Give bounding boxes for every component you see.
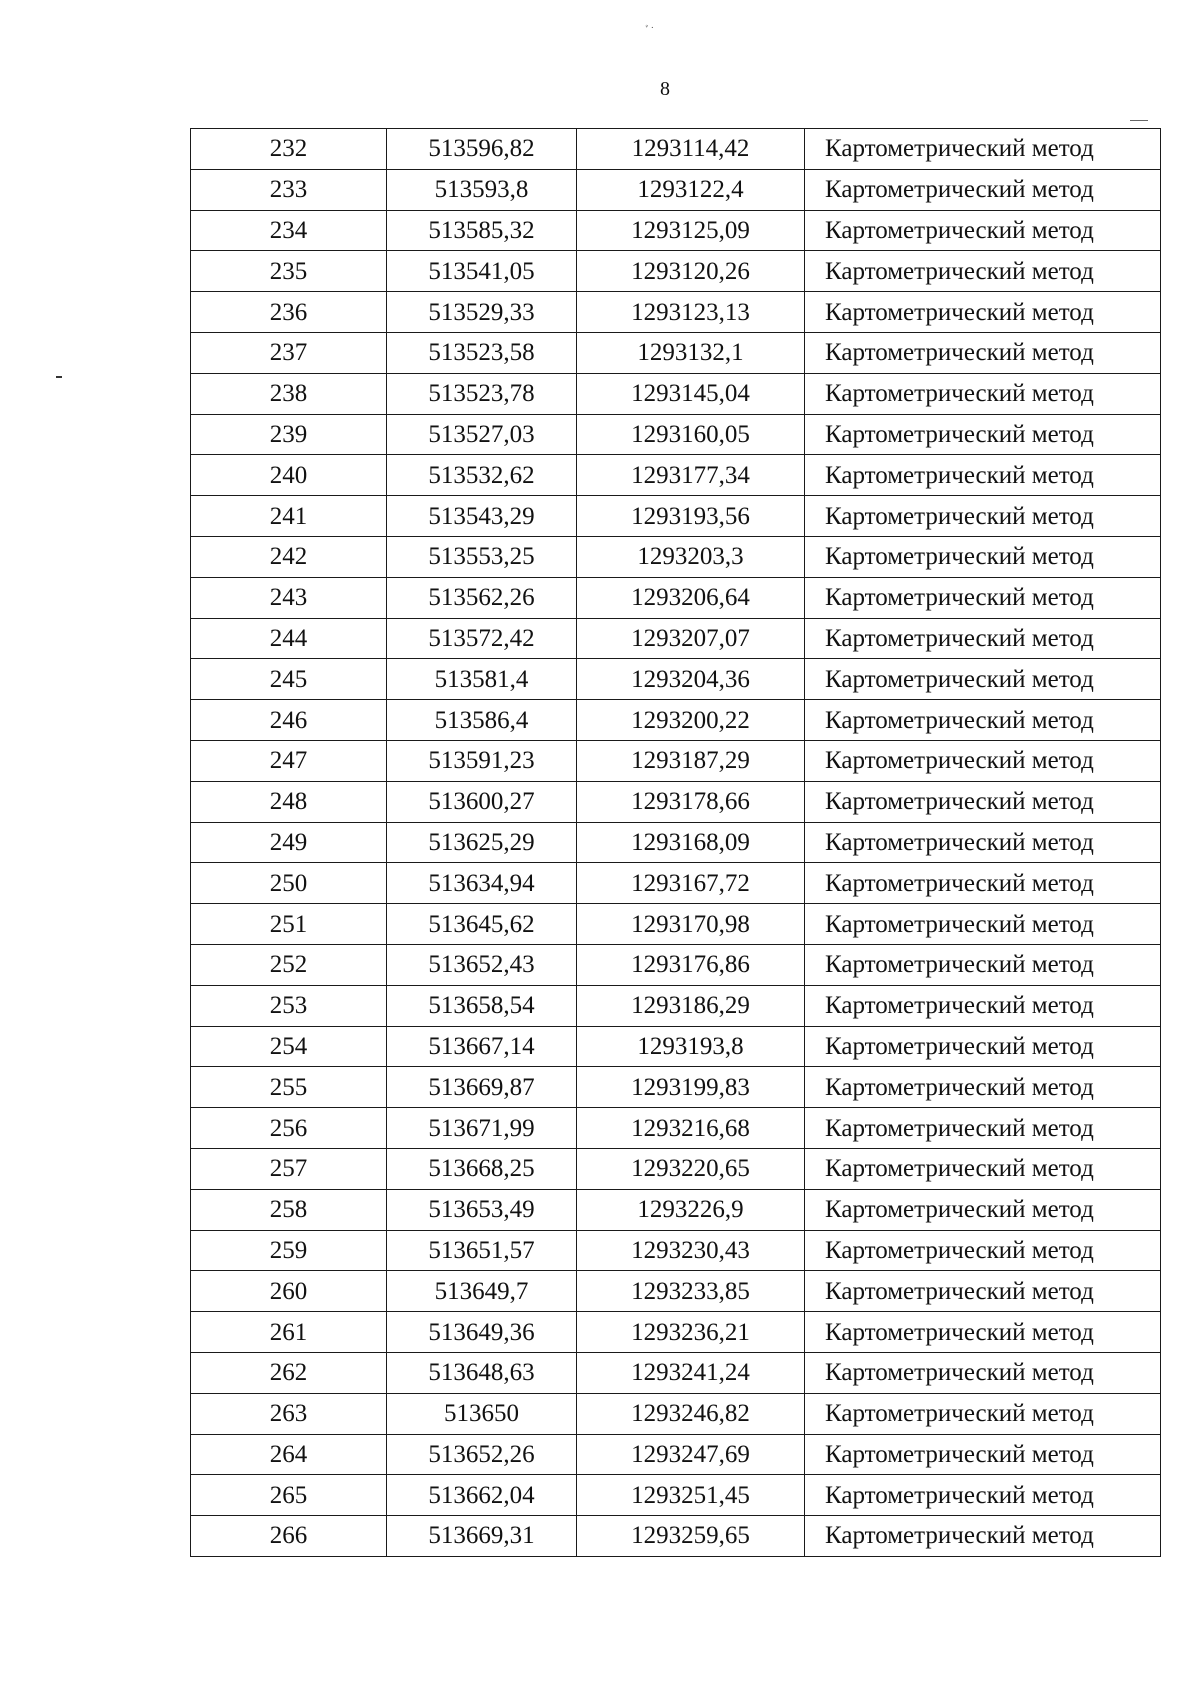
x-coordinate-cell: 513625,29: [387, 822, 577, 863]
x-coordinate-cell: 513648,63: [387, 1352, 577, 1393]
y-coordinate-cell: 1293259,65: [577, 1516, 805, 1557]
point-number-cell: 247: [191, 740, 387, 781]
page-number: 8: [660, 78, 670, 100]
y-coordinate-cell: 1293160,05: [577, 414, 805, 455]
x-coordinate-cell: 513649,36: [387, 1312, 577, 1353]
method-cell: Картометрический метод: [805, 1230, 1161, 1271]
table-row: [191, 1475, 1161, 1516]
y-coordinate-cell: 1293236,21: [577, 1312, 805, 1353]
y-coordinate-cell: 1293123,13: [577, 292, 805, 333]
point-number-cell: 241: [191, 496, 387, 537]
x-coordinate-cell: 513523,58: [387, 332, 577, 373]
method-cell: Картометрический метод: [805, 863, 1161, 904]
point-number-cell: 237: [191, 332, 387, 373]
table-row: [191, 496, 1161, 537]
table-row: [191, 292, 1161, 333]
method-cell: Картометрический метод: [805, 1271, 1161, 1312]
y-coordinate-cell: 1293168,09: [577, 822, 805, 863]
point-number-cell: 263: [191, 1393, 387, 1434]
x-coordinate-cell: 513541,05: [387, 251, 577, 292]
y-coordinate-cell: 1293204,36: [577, 659, 805, 700]
point-number-cell: 238: [191, 373, 387, 414]
table-row: [191, 904, 1161, 945]
table-row: [191, 1516, 1161, 1557]
point-number-cell: 255: [191, 1067, 387, 1108]
table-row: [191, 251, 1161, 292]
point-number-cell: 257: [191, 1148, 387, 1189]
table-row: [191, 1189, 1161, 1230]
y-coordinate-cell: 1293247,69: [577, 1434, 805, 1475]
method-cell: Картометрический метод: [805, 740, 1161, 781]
method-cell: Картометрический метод: [805, 332, 1161, 373]
method-cell: Картометрический метод: [805, 210, 1161, 251]
method-cell: Картометрический метод: [805, 1189, 1161, 1230]
table-row: [191, 1434, 1161, 1475]
table-row: [191, 455, 1161, 496]
x-coordinate-cell: 513671,99: [387, 1108, 577, 1149]
y-coordinate-cell: 1293120,26: [577, 251, 805, 292]
point-number-cell: 249: [191, 822, 387, 863]
table-row: [191, 1108, 1161, 1149]
method-cell: Картометрический метод: [805, 700, 1161, 741]
y-coordinate-cell: 1293125,09: [577, 210, 805, 251]
table-row: [191, 740, 1161, 781]
point-number-cell: 246: [191, 700, 387, 741]
point-number-cell: 233: [191, 169, 387, 210]
x-coordinate-cell: 513669,87: [387, 1067, 577, 1108]
table-row: [191, 618, 1161, 659]
method-cell: Картометрический метод: [805, 985, 1161, 1026]
method-cell: Картометрический метод: [805, 1434, 1161, 1475]
method-cell: Картометрический метод: [805, 904, 1161, 945]
method-cell: Картометрический метод: [805, 169, 1161, 210]
table-row: [191, 659, 1161, 700]
point-number-cell: 235: [191, 251, 387, 292]
table-row: [191, 332, 1161, 373]
y-coordinate-cell: 1293186,29: [577, 985, 805, 1026]
x-coordinate-cell: 513668,25: [387, 1148, 577, 1189]
method-cell: Картометрический метод: [805, 618, 1161, 659]
scan-artifact-dash: [1130, 120, 1148, 121]
y-coordinate-cell: 1293246,82: [577, 1393, 805, 1434]
y-coordinate-cell: 1293145,04: [577, 373, 805, 414]
x-coordinate-cell: 513591,23: [387, 740, 577, 781]
method-cell: Картометрический метод: [805, 129, 1161, 170]
y-coordinate-cell: 1293220,65: [577, 1148, 805, 1189]
x-coordinate-cell: 513662,04: [387, 1475, 577, 1516]
point-number-cell: 243: [191, 577, 387, 618]
method-cell: Картометрический метод: [805, 1312, 1161, 1353]
method-cell: Картометрический метод: [805, 1148, 1161, 1189]
table-row: [191, 700, 1161, 741]
method-cell: Картометрический метод: [805, 1108, 1161, 1149]
table-row: [191, 169, 1161, 210]
y-coordinate-cell: 1293241,24: [577, 1352, 805, 1393]
table-row: [191, 536, 1161, 577]
y-coordinate-cell: 1293233,85: [577, 1271, 805, 1312]
y-coordinate-cell: 1293114,42: [577, 129, 805, 170]
point-number-cell: 248: [191, 781, 387, 822]
method-cell: Картометрический метод: [805, 414, 1161, 455]
point-number-cell: 232: [191, 129, 387, 170]
point-number-cell: 264: [191, 1434, 387, 1475]
table-row: [191, 373, 1161, 414]
point-number-cell: 245: [191, 659, 387, 700]
method-cell: Картометрический метод: [805, 1067, 1161, 1108]
method-cell: Картометрический метод: [805, 292, 1161, 333]
table-row: [191, 210, 1161, 251]
y-coordinate-cell: 1293206,64: [577, 577, 805, 618]
y-coordinate-cell: 1293251,45: [577, 1475, 805, 1516]
method-cell: Картометрический метод: [805, 822, 1161, 863]
y-coordinate-cell: 1293176,86: [577, 944, 805, 985]
point-number-cell: 252: [191, 944, 387, 985]
method-cell: Картометрический метод: [805, 1475, 1161, 1516]
y-coordinate-cell: 1293230,43: [577, 1230, 805, 1271]
point-number-cell: 260: [191, 1271, 387, 1312]
point-number-cell: 258: [191, 1189, 387, 1230]
x-coordinate-cell: 513543,29: [387, 496, 577, 537]
table-row: [191, 863, 1161, 904]
y-coordinate-cell: 1293193,8: [577, 1026, 805, 1067]
x-coordinate-cell: 513523,78: [387, 373, 577, 414]
scan-artifact-side-dash: [56, 376, 62, 378]
method-cell: Картометрический метод: [805, 781, 1161, 822]
method-cell: Картометрический метод: [805, 251, 1161, 292]
method-cell: Картометрический метод: [805, 373, 1161, 414]
method-cell: Картометрический метод: [805, 455, 1161, 496]
method-cell: Картометрический метод: [805, 659, 1161, 700]
x-coordinate-cell: 513667,14: [387, 1026, 577, 1067]
x-coordinate-cell: 513634,94: [387, 863, 577, 904]
point-number-cell: 256: [191, 1108, 387, 1149]
y-coordinate-cell: 1293178,66: [577, 781, 805, 822]
y-coordinate-cell: 1293170,98: [577, 904, 805, 945]
point-number-cell: 239: [191, 414, 387, 455]
y-coordinate-cell: 1293167,72: [577, 863, 805, 904]
x-coordinate-cell: 513527,03: [387, 414, 577, 455]
x-coordinate-cell: 513586,4: [387, 700, 577, 741]
point-number-cell: 254: [191, 1026, 387, 1067]
point-number-cell: 261: [191, 1312, 387, 1353]
x-coordinate-cell: 513532,62: [387, 455, 577, 496]
method-cell: Картометрический метод: [805, 536, 1161, 577]
y-coordinate-cell: 1293203,3: [577, 536, 805, 577]
table-row: [191, 1312, 1161, 1353]
x-coordinate-cell: 513658,54: [387, 985, 577, 1026]
table-row: [191, 822, 1161, 863]
method-cell: Картометрический метод: [805, 944, 1161, 985]
x-coordinate-cell: 513653,49: [387, 1189, 577, 1230]
scan-artifact-mark: ﾞ˙: [645, 25, 655, 37]
y-coordinate-cell: 1293200,22: [577, 700, 805, 741]
x-coordinate-cell: 513650: [387, 1393, 577, 1434]
coordinates-table-body: [191, 129, 1161, 1557]
coordinates-table: [190, 128, 1161, 1557]
table-row: [191, 577, 1161, 618]
y-coordinate-cell: 1293187,29: [577, 740, 805, 781]
point-number-cell: 236: [191, 292, 387, 333]
point-number-cell: 240: [191, 455, 387, 496]
point-number-cell: 250: [191, 863, 387, 904]
table-row: [191, 1026, 1161, 1067]
table-row: [191, 1148, 1161, 1189]
method-cell: Картометрический метод: [805, 1026, 1161, 1067]
table-row: [191, 1352, 1161, 1393]
table-row: [191, 1393, 1161, 1434]
method-cell: Картометрический метод: [805, 1516, 1161, 1557]
table-row: [191, 944, 1161, 985]
x-coordinate-cell: 513529,33: [387, 292, 577, 333]
x-coordinate-cell: 513645,62: [387, 904, 577, 945]
method-cell: Картометрический метод: [805, 1352, 1161, 1393]
table-row: [191, 1271, 1161, 1312]
x-coordinate-cell: 513572,42: [387, 618, 577, 659]
x-coordinate-cell: 513581,4: [387, 659, 577, 700]
x-coordinate-cell: 513651,57: [387, 1230, 577, 1271]
x-coordinate-cell: 513669,31: [387, 1516, 577, 1557]
point-number-cell: 253: [191, 985, 387, 1026]
x-coordinate-cell: 513593,8: [387, 169, 577, 210]
y-coordinate-cell: 1293132,1: [577, 332, 805, 373]
point-number-cell: 234: [191, 210, 387, 251]
table-row: [191, 985, 1161, 1026]
y-coordinate-cell: 1293207,07: [577, 618, 805, 659]
x-coordinate-cell: 513649,7: [387, 1271, 577, 1312]
x-coordinate-cell: 513553,25: [387, 536, 577, 577]
y-coordinate-cell: 1293226,9: [577, 1189, 805, 1230]
method-cell: Картометрический метод: [805, 577, 1161, 618]
point-number-cell: 259: [191, 1230, 387, 1271]
point-number-cell: 262: [191, 1352, 387, 1393]
point-number-cell: 265: [191, 1475, 387, 1516]
x-coordinate-cell: 513562,26: [387, 577, 577, 618]
table-row: [191, 129, 1161, 170]
y-coordinate-cell: 1293177,34: [577, 455, 805, 496]
table-row: [191, 1230, 1161, 1271]
x-coordinate-cell: 513600,27: [387, 781, 577, 822]
method-cell: Картометрический метод: [805, 1393, 1161, 1434]
x-coordinate-cell: 513585,32: [387, 210, 577, 251]
table-row: [191, 1067, 1161, 1108]
table-row: [191, 414, 1161, 455]
point-number-cell: 244: [191, 618, 387, 659]
point-number-cell: 242: [191, 536, 387, 577]
method-cell: Картометрический метод: [805, 496, 1161, 537]
y-coordinate-cell: 1293122,4: [577, 169, 805, 210]
point-number-cell: 266: [191, 1516, 387, 1557]
point-number-cell: 251: [191, 904, 387, 945]
y-coordinate-cell: 1293216,68: [577, 1108, 805, 1149]
x-coordinate-cell: 513652,43: [387, 944, 577, 985]
y-coordinate-cell: 1293199,83: [577, 1067, 805, 1108]
table-row: [191, 781, 1161, 822]
x-coordinate-cell: 513596,82: [387, 129, 577, 170]
x-coordinate-cell: 513652,26: [387, 1434, 577, 1475]
y-coordinate-cell: 1293193,56: [577, 496, 805, 537]
